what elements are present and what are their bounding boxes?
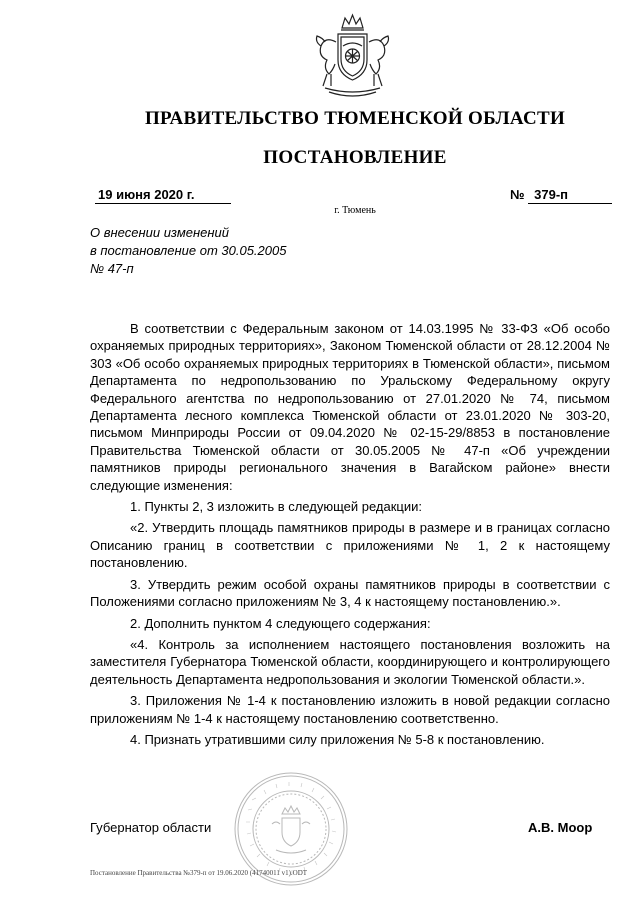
document-date: 19 июня 2020 г.: [95, 187, 231, 204]
subject-line: в постановление от 30.05.2005: [90, 243, 287, 258]
document-number-block: [510, 187, 612, 204]
body-paragraph: «4. Контроль за исполнением настоящего постановления возложить на заместителя Губернатора Тюменской области, координирующего и контролирующего деятельность Департамента недропользования и экологии Тюменской области.».: [90, 636, 610, 687]
number-prefix: №: [510, 187, 525, 202]
government-title: ПРАВИТЕЛЬСТВО ТЮМЕНСКОЙ ОБЛАСТИ: [144, 108, 566, 129]
document-number: 379-п: [528, 187, 612, 204]
document-subject: [90, 224, 286, 278]
body-paragraph: В соответствии с Федеральным законом от 14.03.1995 № 33-ФЗ «Об особо охраняемых природных территориях», Законом Тюменской области от 28.12.2004 № 303 «Об особо охраняемых природных территориях в Тюменской области», письмом Департамента по недропользованию по Уральскому Федеральному округу Федерального агентства по недропользованию от 27.01.2020 № 74, письмом Департамента лесного комплекса Тюменской области от 23.01.2020 № 303-20, письмом Минприроды России от 09.04.2020 № 02-15-29/8853 в постановление Правительства Тюменской области от 30.05.2005 № 47-п «Об учреждении памятников природы регионального значения в Вагайском районе» внести следующие изменения:: [90, 321, 610, 493]
document-body: [90, 320, 610, 752]
body-paragraph: 2. Дополнить пунктом 4 следующего содержания:: [130, 615, 431, 631]
body-paragraph: 1. Пункты 2, 3 изложить в следующей редакции:: [130, 499, 422, 515]
body-paragraph: 3. Приложения № 1-4 к постановлению изложить в новой редакции согласно приложениям № 1-4 к настоящему постановлению соответственно.: [90, 693, 610, 726]
subject-line: № 47-п: [90, 261, 134, 276]
body-paragraph: 4. Признать утратившими силу приложения № 5-8 к постановлению.: [130, 731, 545, 747]
signatory-position: Губернатор области: [90, 820, 212, 835]
document-type-title: ПОСТАНОВЛЕНИЕ: [263, 147, 447, 168]
subject-line: О внесении изменений: [90, 225, 229, 240]
city: г. Тюмень: [334, 205, 376, 216]
coat-of-arms-icon: [305, 12, 400, 102]
body-paragraph: «2. Утвердить площадь памятников природы в размере и в границах согласно Описанию границ в соответствии с приложениями № 1, 2 к настоящему постановлению.: [90, 520, 610, 571]
signatory-name: А.В. Моор: [528, 820, 593, 835]
body-paragraph: 3. Утвердить режим особой охраны памятников природы в соответствии с Положениями согласно приложениям № 3, 4 к настоящему постановлению.».: [90, 576, 610, 610]
document-footer: Постановление Правительства №379-п от 19.06.2020 (41740011 v1).ODT: [90, 869, 308, 877]
